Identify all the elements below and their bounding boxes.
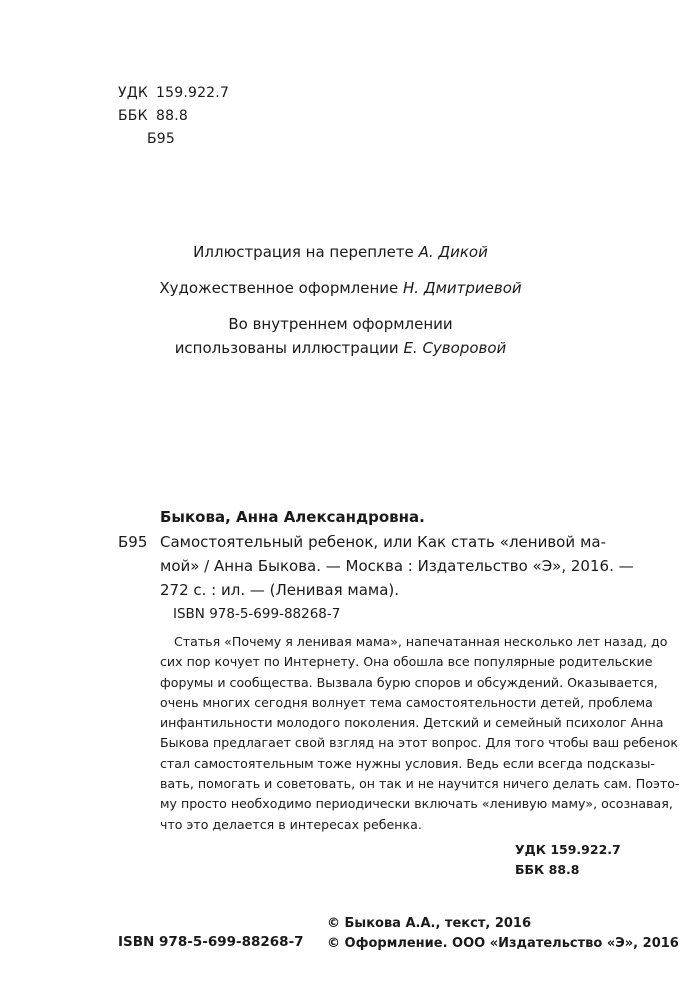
citation-line: мой» / Анна Быкова. — Москва : Издательство «Э», 2016. —: [160, 557, 634, 575]
design-credit-text: Художественное оформление: [159, 279, 404, 297]
footer-isbn: ISBN 978-5-699-88268-7: [118, 934, 304, 950]
udk-label: УДК: [118, 85, 149, 101]
copyright-text: © Быкова А.А., текст, 2016: [327, 916, 531, 931]
bbk-row: [118, 105, 229, 128]
annotation-line: очень многих сегодня волнует тема самостоятельности детей, проблема: [160, 694, 653, 710]
inner-credit: [0, 312, 681, 360]
annotation: [160, 632, 680, 835]
index-block: [118, 82, 229, 151]
inner-credit-line1: Во внутреннем оформлении: [228, 315, 453, 333]
annotation-line: форумы и сообщества. Вызвала бурю споров и обсуждений. Оказывается,: [160, 674, 658, 690]
annotation-line: инфантильности молодого поколения. Детский и семейный психолог Анна: [160, 715, 664, 731]
udk-row: [118, 82, 229, 105]
citation-line: Самостоятельный ребенок, или Как стать «ленивой ма-: [160, 533, 606, 551]
record-author: Быкова, Анна Александровна.: [160, 508, 425, 526]
inner-credit-text: использованы иллюстрации: [174, 339, 404, 357]
citation-line: 272 с. : ил. — (Ленивая мама).: [160, 581, 400, 599]
bbk-label: ББК: [118, 108, 148, 124]
record-citation: [160, 530, 634, 602]
cover-credit-text: Иллюстрация на переплете: [193, 243, 419, 261]
annotation-line: Быкова предлагает свой взгляд на этот вопрос. Для того чтобы ваш ребенок: [160, 735, 678, 751]
cover-credit-name: А. Дикой: [418, 243, 488, 261]
copyright-block: [327, 914, 679, 954]
annotation-line: Статья «Почему я ленивая мама», напечатанная несколько лет назад, до: [174, 634, 668, 649]
bbk-value: 88.8: [156, 108, 188, 124]
classification-bbk: ББК 88.8: [515, 862, 580, 877]
record-code: Б95: [118, 533, 148, 551]
design-credit: [0, 276, 681, 300]
udk-value: 159.922.7: [156, 85, 230, 101]
record-isbn: ISBN 978-5-699-88268-7: [173, 606, 341, 622]
inner-credit-name: Е. Суворовой: [403, 339, 507, 357]
design-credit-name: Н. Дмитриевой: [403, 279, 522, 297]
inner-credit-line2: [0, 336, 681, 360]
classification-block: [515, 840, 621, 880]
annotation-line: вать, помогать и советовать, он так и не научится ничего делать сам. Поэто-: [160, 776, 680, 792]
copyright-design: © Оформление. ООО «Издательство «Э», 2016: [327, 936, 679, 951]
classification-udk: УДК 159.922.7: [515, 842, 621, 857]
annotation-line: му просто необходимо периодически включать «ленивую маму», осознавая,: [160, 796, 673, 812]
author-mark: Б95: [147, 131, 176, 147]
annotation-line: сих пор кочует по Интернету. Она обошла все популярные родительские: [160, 654, 653, 670]
annotation-line: стал самостоятельным тоже нужны условия. Ведь если всегда подсказы-: [160, 755, 655, 771]
author-mark-row: [118, 128, 229, 151]
annotation-line: что это делается в интересах ребенка.: [160, 816, 422, 832]
cover-credit: [0, 240, 681, 264]
